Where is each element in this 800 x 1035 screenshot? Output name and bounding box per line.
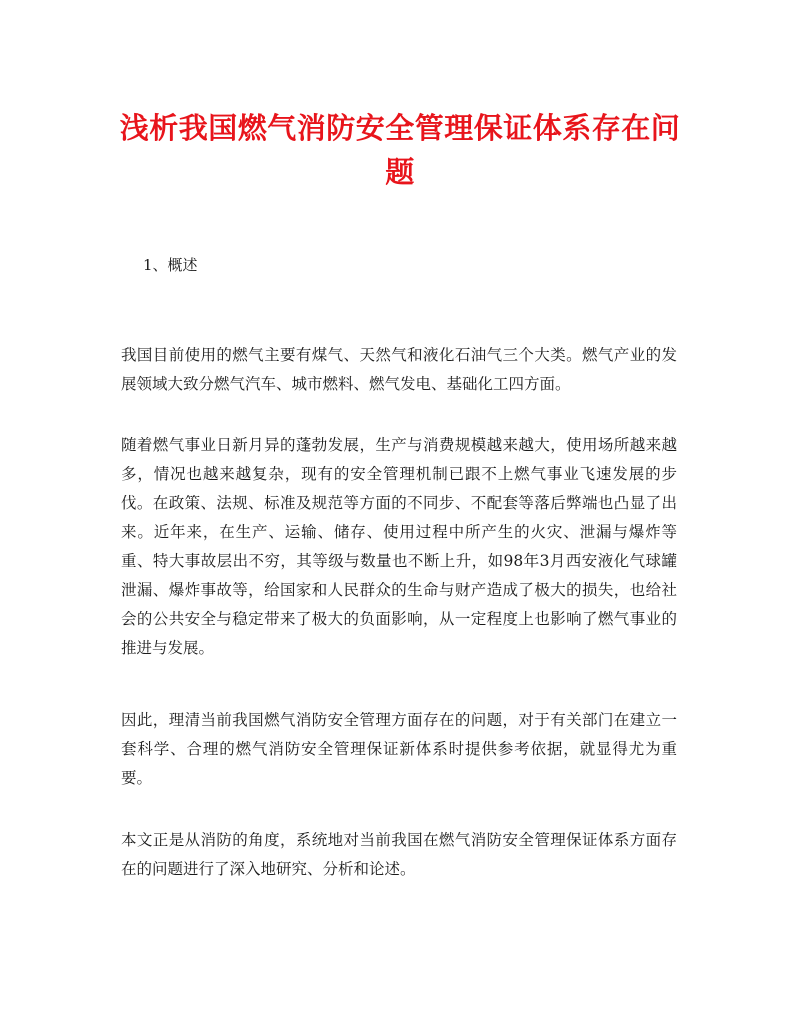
paragraph: 因此，理清当前我国燃气消防安全管理方面存在的问题，对于有关部门在建立一套科学、合理的燃气消防安全管理保证新体系时提供参考依据，就显得尤为重要。 — [121, 711, 677, 787]
section-heading: 1、概述 — [143, 256, 198, 274]
paragraph: 本文正是从消防的角度，系统地对当前我国在燃气消防安全管理保证体系方面存在的问题进行了深入地研究、分析和论述。 — [121, 831, 677, 878]
paragraph: 我国目前使用的燃气主要有煤气、天然气和液化石油气三个大类。燃气产业的发展领域大致分燃气汽车、城市燃料、燃气发电、基础化工四方面。 — [121, 346, 677, 393]
paragraph: 随着燃气事业日新月异的蓬勃发展，生产与消费规模越来越大，使用场所越来越多，情况也越来越复杂，现有的安全管理机制已跟不上燃气事业飞速发展的步伐。在政策、法规、标准及规范等方面的不同步、不配套等落后弊端也凸显了出来。近年来，在生产、运输、储存、使用过程中所产生的火灾、泄漏与爆炸等重、特大事故层出不穷，其等级与数量也不断上升，如98年3月西安液化气球罐泄漏、爆炸事故等，给国家和人民群众的生命与财产造成了极大的损失，也给社会的公共安全与稳定带来了极大的负面影响，从一定程度上也影响了燃气事业的推进与发展。 — [121, 436, 677, 657]
document-title: 浅析我国燃气消防安全管理保证体系存在问题 — [119, 111, 681, 189]
